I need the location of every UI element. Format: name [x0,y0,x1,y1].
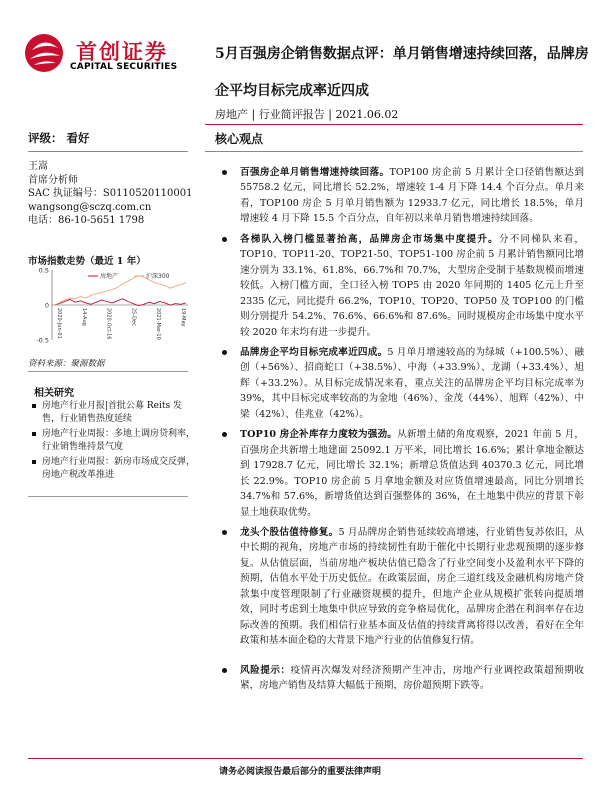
x-tick-label: 19-May [180,308,186,327]
logo-name-en: CAPITAL SECURITIES [70,62,178,72]
related-item[interactable]: 房地产行业周报：多地上调房贷利率，行业销售维持景气度 [28,428,198,454]
point-lead: 品牌房企平均目标完成率近四成。 [240,346,388,358]
report-type: 行业简评报告 [258,108,325,121]
report-industry: 房地产 [215,108,248,121]
rating-label: 评级： [28,131,63,145]
rating [28,130,90,146]
rating-value: 看好 [66,131,90,145]
x-tick-label: 25-Dec [130,308,137,326]
analyst-name: 王嵩 [28,161,48,172]
point-body: 分不同梯队来看，TOP10、TOP11-20、TOP21-50、TOP51-100 房企前 5 月累计销售额同比增速分别为 33.1%、61.8%、66.7%和 70.7%，大型房企受制于基数规模而增速较低。入榜门槛方面，全口径入榜 TOP5 由 2020 年同期的 1405 亿元上升至 2335 亿元，同比提升 66.2%，TOP10、TOP20、TOP50 及 TOP100 的门槛则分别提升 54.2%、76.6%、66.6%和 87.6%。同时规模房企市场集中度水平较 2020 年末均有进一步提升。 [240,233,585,338]
point-body: 5 月单月增速较高的为绿城（+100.5%）、融创（+56%）、招商蛇口（+38.5%）、中海（+33.9%）、龙湖（+33.4%）、旭辉（+33.2%）。从目标完成情况来看，重点关注的品牌房企平均目标完成率为 39%，其中目标完成率较高的为金地（46%）、金茂（44%）、旭辉（42%）、中梁（42%）、佳兆业（42%）。 [240,346,585,420]
point-lead: TOP10 房企补库存力度较为强劲。 [240,429,398,441]
point-paragraph [222,165,584,227]
legend-label: 房地产 [100,273,119,281]
point-paragraph [222,525,584,649]
risk-warning [222,663,584,694]
title-divider [205,124,583,125]
footer-divider [28,758,583,759]
analyst-phone: 电话：86-10-5651 1798 [28,215,145,227]
core-view-content [222,165,584,699]
right-divider [205,151,583,152]
meta-separator: | [251,108,256,121]
related-item[interactable]: 房地产行业周报：新房市场成交反弹，房地产税改革推进 [28,456,198,482]
core-view-title: 核心观点 [215,132,264,146]
chart-title: 市场指数走势（最近 1 年） [28,256,146,267]
related-divider [28,496,188,497]
point-lead: 各梯队入榜门槛显著抬高，品牌房企市场集中度提升。 [240,233,499,245]
x-tick-label: 2020-Oct-16 [105,308,112,340]
bullet-icon [222,668,227,673]
report-title: 5月百强房企销售数据点评：单月销售增速持续回落，品牌房企平均目标完成率近四成 [215,46,589,99]
legal-notice: 请务必阅读报告最后部分的重要法律声明 [218,767,381,777]
point-body: 从新增土储的角度观察，2021 年前 5 月，百强房企共新增土地建面 25092.1 万平米，同比增长 16.6%；累计拿地金额达到 17928.7 亿元，同比增长 32.1%；新增总货值达到 40370.3 亿元，同比增长 22.9%。TOP10 房企前 5 月拿地金额及对应货值增速最高，同比分别增长 34.7%和 57.6%，新增货值达到百强整体的 36%，在土地集中供应的背景下彰显土地获取优势。 [240,429,584,518]
bullet-icon [222,170,227,175]
logo-mark-icon [22,32,68,76]
chart-svg [28,264,193,346]
logo-name-cn: 首创证券 [76,40,168,64]
point-paragraph [222,232,584,340]
analyst-email[interactable]: wangsong@sczq.com.cn [28,201,152,213]
risk-body: 疫情再次爆发对经济预期产生冲击，房地产行业调控政策超预期收紧，房地产销售及结算大幅低于预期，房价超预期下跌等。 [240,664,585,692]
bullet-icon [222,350,227,355]
related-item[interactable]: 房地产行业月报|首批公募 Reits 发售，行业销售热度延续 [28,400,198,426]
analyst-info [28,160,198,228]
y-tick-label: -0.5 [36,336,49,345]
related-research-title: 相关研究 [34,388,74,399]
point-paragraph [222,427,584,520]
point-lead: 龙头个股估值待修复。 [240,526,339,538]
y-tick-label: 0 [44,301,49,310]
related-research-list [28,400,198,484]
meta-separator: | [328,108,332,121]
x-tick-label: 14-Aug [80,308,87,326]
company-logo [22,32,202,76]
y-tick-label: 0.5 [38,266,49,275]
point-body: 5 月品牌房企销售延续较高增速，行业销售复苏依旧，从中长期的视角，房地产市场的持续韧性有助于催化中长期行业悲观预期的逐步修复。从估值层面，当前房地产板块估值已隐含了行业空间变小及盈利水平下降的预期，估值水平处于历史低位。在政策层面，房企三道红线及金融机构房地产贷款集中度管理限制了行业融资规模的提升，但地产企业从规模扩张转向提质增效，同时考虑到土地集中供应导致的竞争格局优化，品牌房企潜在利润率存在边际改善的预期。我们相信行业基本面及估值的持续背离将得以改善，看好在全年政策和基本面企稳的大背景下地产行业的估值修复行情。 [240,526,584,647]
point-body: TOP100 房企前 5 月累计全口径销售额达到 55758.2 亿元，同比增长 52.2%，增速较 1-4 月下降 14.4 个百分点。单月来看，TOP100 房企 5 月单月销售额为 12933.7 亿元，同比增长 18.5%，单月增速较 4 月下降 15.5 个百分点，自年初以来单月销售增速持续回落。 [240,167,584,225]
bullet-icon [222,530,227,535]
left-divider [28,151,188,152]
bullet-icon [222,432,227,437]
series-line-0 [54,299,186,306]
chart-source: 资料来源：聚源数据 [28,359,105,369]
x-tick-label: 2020-Jun-01 [56,308,62,339]
source-divider [28,371,188,372]
report-date: 2021.06.02 [335,108,399,121]
report-meta [215,106,398,122]
analyst-sac: SAC 执证编号：S0110520110001 [28,188,193,200]
market-index-chart [28,264,193,346]
risk-lead: 风险提示： [240,664,291,676]
legend-label: 沪深300 [146,273,170,281]
point-lead: 百强房企单月销售增速持续回落。 [240,167,390,178]
analyst-role: 首席分析师 [28,174,78,186]
x-tick-label: 2021-Mar-10 [155,308,162,340]
point-paragraph [222,345,584,422]
bullet-icon [222,237,227,242]
